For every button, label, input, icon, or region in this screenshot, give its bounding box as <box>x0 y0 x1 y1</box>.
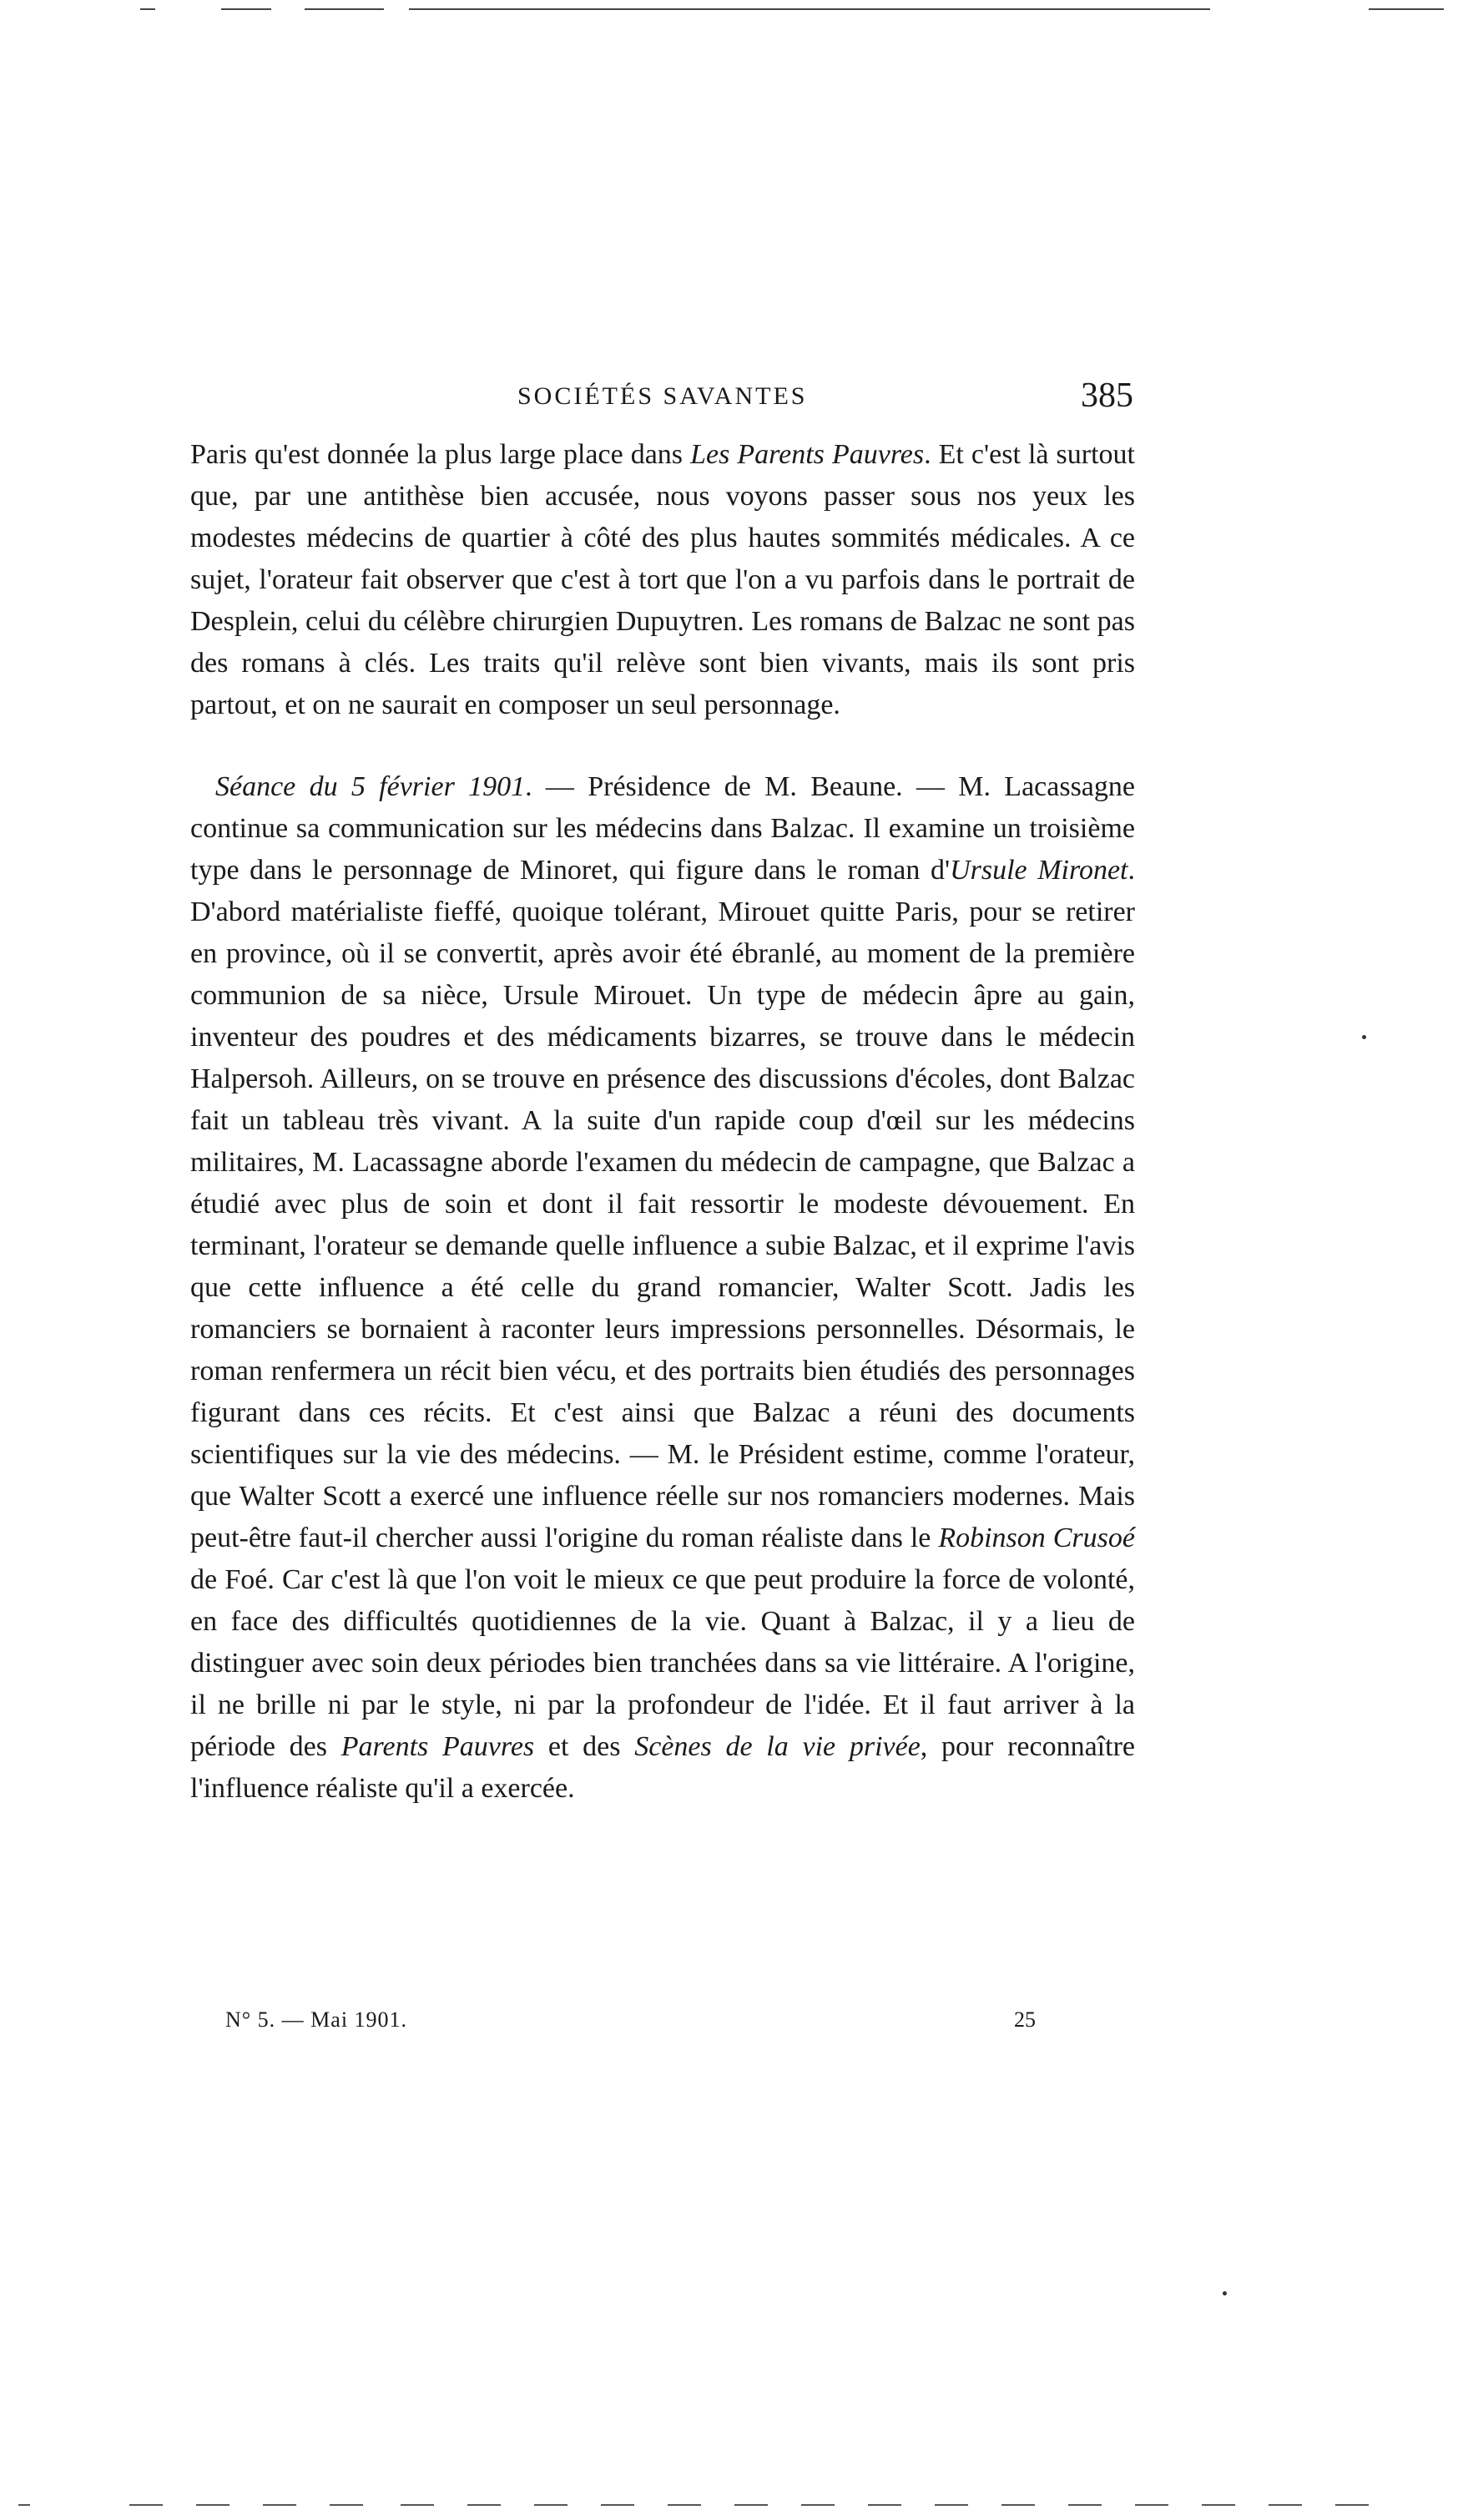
page-footer <box>225 2007 1060 2041</box>
page-number: 385 <box>1081 376 1133 415</box>
p2-text-5: , pour reconnaître l'influence réaliste qu'il a exercée. <box>190 1731 1135 1804</box>
bottom-rule-14 <box>935 2504 968 2506</box>
running-header <box>190 376 1135 426</box>
bottom-rule-18 <box>1202 2504 1235 2506</box>
top-rule-2 <box>221 8 271 10</box>
bottom-rule-20 <box>1335 2504 1369 2506</box>
top-rule-5 <box>1369 8 1444 10</box>
body-text <box>190 434 1135 1810</box>
p2-italic-ursule: Ursule Mironet <box>950 855 1128 886</box>
paragraph-seance <box>190 766 1135 1810</box>
scan-speck <box>1362 1035 1366 1039</box>
bottom-rule-12 <box>801 2504 835 2506</box>
p2-text-1: . — Présidence de M. Beaune. — M. Lacassagne continue sa communication sur les médecins dans Balzac. Il examine un troisième type dans le personnage de Minoret, qui figure dans le roman d' <box>190 771 1135 886</box>
bottom-rule-5 <box>330 2504 363 2506</box>
bottom-rule-13 <box>868 2504 901 2506</box>
issue-line: N° 5. — Mai 1901. <box>225 2007 408 2032</box>
bottom-rule-9 <box>601 2504 634 2506</box>
bottom-rule-19 <box>1269 2504 1302 2506</box>
top-rule-4 <box>409 8 1210 10</box>
bottom-rule-15 <box>1001 2504 1035 2506</box>
bottom-rule-1 <box>18 2504 30 2506</box>
top-rule-1 <box>140 8 155 10</box>
top-rule-3 <box>305 8 384 10</box>
p2-text-2: . D'abord matérialiste fieffé, quoique tolérant, Mirouet quitte Paris, pour se retirer en province, où il se convertit, après avoir été ébranlé, au moment de la première communion de sa nièce, Ursule Mirouet. Un type de médecin âpre au gain, inventeur des poudres et des médicaments bizarres, se trouve dans le médecin Halpersoh. Ailleurs, on se trouve en présence des discussions d'écoles, dont Balzac fait un tableau très vivant. A la suite d'un rapide coup d'œil sur les médecins militaires, M. Lacassagne aborde l'examen du médecin de campagne, que Balzac a étudié avec plus de soin et dont il fait ressortir le modeste dévouement. En terminant, l'orateur se demande quelle influence a subie Balzac, et il exprime l'avis que cette influence a été celle du grand romancier, Walter Scott. Jadis les romanciers se bornaient à raconter leurs impressions personnelles. Désormais, le roman renfermera un récit bien vécu, et des portraits bien étudiés des personnages figurant dans ces récits. Et c'est ainsi que Balzac a réuni des documents scientifiques sur la vie des médecins. — M. le Président estime, comme l'orateur, que Walter Scott a exercé une influence réelle sur nos romanciers modernes. Mais peut-être faut-il chercher aussi l'origine du roman réaliste dans le <box>190 855 1135 1553</box>
bottom-rule-3 <box>196 2504 230 2506</box>
signature-mark: 25 <box>1014 2007 1036 2032</box>
bottom-rule-10 <box>668 2504 701 2506</box>
p2-text-4: et des <box>534 1731 635 1762</box>
p2-text-3: de Foé. Car c'est là que l'on voit le mieux ce que peut produire la force de volonté, en face des difficultés quotidiennes de la vie. Quant à Balzac, il y a lieu de distinguer avec soin deux périodes bien tranchées dans sa vie littéraire. A l'origine, il ne brille ni par le style, ni par la profondeur de l'idée. Et il faut arriver à la période des <box>190 1564 1135 1762</box>
p2-italic-scenes: Scènes de la vie privée <box>634 1731 921 1762</box>
p2-italic-parents: Parents Pauvres <box>341 1731 535 1762</box>
p1-text-2: . Et c'est là surtout que, par une antithèse bien accusée, nous voyons passer sous nos yeux les modestes médecins de quartier à côté des plus hautes sommités médicales. A ce sujet, l'orateur fait observer que c'est à tort que l'on a vu parfois dans le portrait de Desplein, celui du célèbre chirurgien Dupuytren. Les romans de Balzac ne sont pas des romans à clés. Les traits qu'il relève sont bien vivants, mais ils sont pris partout, et on ne saurait en composer un seul personnage. <box>190 439 1136 720</box>
p2-italic-robinson: Robinson Crusoé <box>938 1523 1135 1553</box>
p1-italic-title: Les Parents Pauvres <box>690 439 925 470</box>
paragraph-continuation <box>190 434 1135 726</box>
bottom-rule-8 <box>534 2504 568 2506</box>
bottom-rule-6 <box>401 2504 434 2506</box>
p1-text-1: Paris qu'est donnée la plus large place dans <box>190 439 691 470</box>
bottom-rule-16 <box>1068 2504 1102 2506</box>
scan-speck <box>1223 2291 1227 2295</box>
p2-italic-seance: Séance du 5 février 1901 <box>215 771 526 802</box>
bottom-rule-4 <box>263 2504 296 2506</box>
bottom-rule-11 <box>734 2504 768 2506</box>
bottom-rule-17 <box>1135 2504 1168 2506</box>
running-title: SOCIÉTÉS SAVANTES <box>517 382 808 410</box>
bottom-rule-7 <box>467 2504 501 2506</box>
bottom-rule-2 <box>129 2504 163 2506</box>
